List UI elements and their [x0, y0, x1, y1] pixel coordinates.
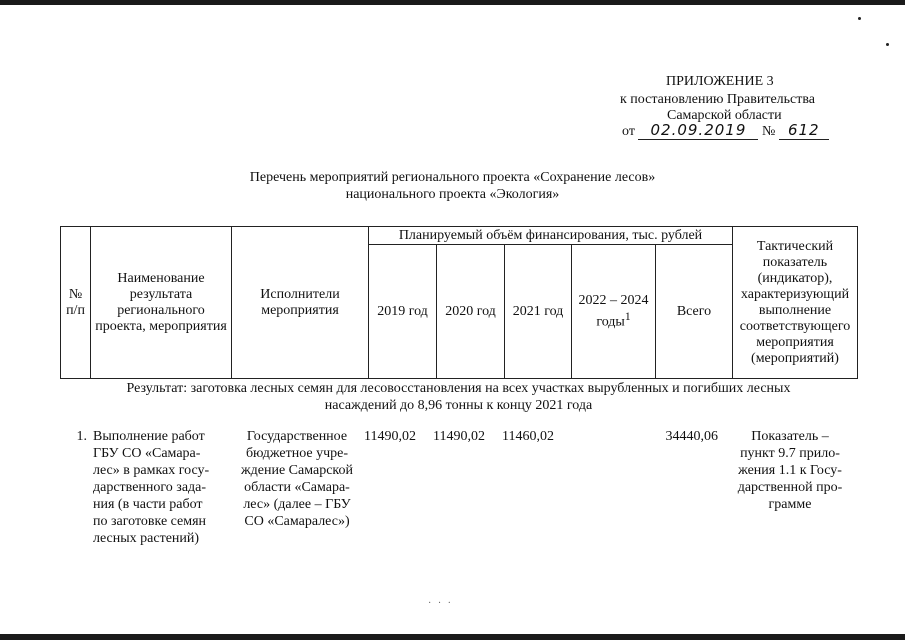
title-line2: национального проекта «Экология» [345, 187, 560, 202]
row1-name: Выполнение работ ГБУ СО «Самара- лес» в рамках госу- дарственного зада- ния (в части работ по заготовке семян лесных растений) [93, 429, 210, 546]
appendix-date-line [622, 122, 829, 140]
header-2019: 2019 год [369, 245, 437, 379]
header-num: № п/п [61, 227, 91, 379]
scan-speck [886, 43, 889, 46]
result-statement [60, 380, 857, 414]
row1-executor: Государственное бюджетное учре- ждение Самарской области «Самара- лес» (далее – ГБУ СО «Самаралес») [240, 429, 354, 529]
header-planned-funding: Планируемый объём финансирования, тыс. рублей [369, 227, 733, 245]
number-prefix: № [761, 124, 776, 139]
bottom-border [0, 634, 905, 640]
row1-2020: 11490,02 [433, 429, 485, 444]
result-line2: насаждений до 8,96 тонны к концу 2021 года [324, 398, 593, 413]
header-2022-2024-label: 2022 – 2024 годы [578, 292, 649, 330]
header-executors: Исполнители мероприятия [232, 227, 369, 379]
handwritten-date: 02.09.2019 [638, 122, 758, 140]
handwritten-number: 612 [779, 122, 829, 140]
header-name: Наименование результата регионального проекта, мероприятия [91, 227, 232, 379]
header-2020: 2020 год [437, 245, 505, 379]
funding-table-header [60, 226, 858, 379]
scan-dots: · · · [428, 598, 453, 609]
scan-speck [858, 17, 861, 20]
header-total: Всего [656, 245, 733, 379]
document-title [0, 169, 905, 203]
row1-2021: 11460,02 [502, 429, 554, 444]
header-2022-2024 [572, 245, 656, 379]
header-2021: 2021 год [505, 245, 572, 379]
result-line1: Результат: заготовка лесных семян для лесовосстановления на всех участках вырубленных и погибших лесных [126, 381, 791, 396]
row1-indicator: Показатель – пункт 9.7 прило- жения 1.1 к Госу- дарственной про- грамме [737, 429, 843, 512]
date-prefix: от [622, 124, 635, 139]
footnote-mark: 1 [624, 309, 631, 323]
header-indicator: Тактический показатель (индикатор), характеризующий выполнение соответствующего мероприятия (мероприятий) [733, 227, 858, 379]
row1-total: 34440,06 [665, 429, 718, 444]
appendix-line1: к постановлению Правительства [620, 92, 816, 107]
top-border [0, 0, 905, 5]
title-line1: Перечень мероприятий регионального проекта «Сохранение лесов» [249, 170, 656, 185]
appendix-line2: Самарской области [667, 108, 782, 123]
row1-number: 1. [76, 429, 87, 444]
row1-2019: 11490,02 [364, 429, 416, 444]
appendix-title: ПРИЛОЖЕНИЕ 3 [666, 74, 774, 89]
